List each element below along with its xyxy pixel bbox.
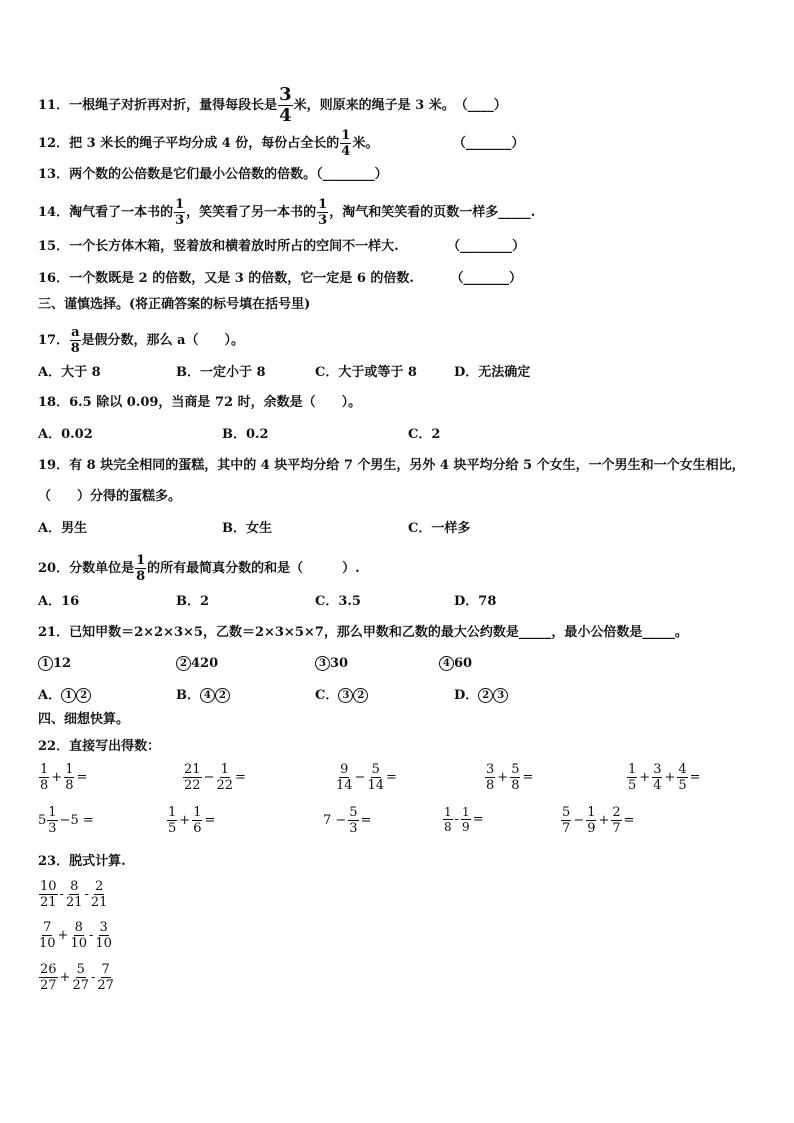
option-b[interactable]: B．2 — [176, 594, 210, 609]
option-a[interactable]: A．大于 8 — [38, 365, 101, 380]
question-19: 19．有 8 块完全相同的蛋糕，其中的 4 块平均分给 7 个男生，另外 4 块平均分给 5 个女生，一个男生和一个女生相比， — [38, 458, 745, 473]
option-a[interactable]: A．0.02 — [38, 427, 93, 442]
section-heading: 三、谨慎选择。(将正确答案的标号填在括号里) — [38, 297, 311, 312]
question-16: 16．一个数既是 2 的倍数，又是 3 的倍数，它一定是 6 的倍数. （_______） — [38, 271, 522, 286]
math-expression: $\frac{1}{8}$ + $\frac{1}{8}$ = — [40, 762, 88, 793]
option-a[interactable]: A． 1 2 — [38, 687, 91, 705]
fraction: $\frac{1}{3}$ — [318, 197, 328, 228]
option-c[interactable]: C．一样多 — [408, 521, 471, 536]
answer-blank[interactable]: （_______） — [450, 271, 522, 286]
fraction: $\frac{1}{8}$ — [136, 553, 146, 584]
question-11: 11．一根绳子对折再对折，量得每段长是 $\frac{3}{4}$ 米，则原来的绳子是 3 米。 （____） — [38, 84, 507, 126]
math-expression: $\frac{26}{27}$ + $\frac{5}{27}$ - $\frac{7}{27}$ — [40, 962, 114, 993]
question-15: 15．一个长方体木箱，竖着放和横着放时所占的空间不一样大. （________） — [38, 239, 526, 254]
math-expression: $\frac{10}{21}$ - $\frac{8}{21}$ - $\frac{2}{21}$ — [40, 879, 108, 910]
math-expression: $\frac{1}{5}$ + $\frac{1}{6}$ = — [168, 805, 216, 836]
option-d[interactable]: D． 2 3 — [454, 687, 508, 705]
option-c[interactable]: C．2 — [408, 427, 441, 442]
math-expression: $\frac{1}{8}$ - $\frac{1}{9}$ = — [444, 805, 484, 834]
question-21: 21．已知甲数＝2×2×3×5，乙数＝2×3×5×7，那么甲数和乙数的最大公约数是_____，最小公倍数是_____。 — [38, 625, 688, 640]
question-23: 23．脱式计算. — [38, 854, 126, 869]
math-expression: 5 $\frac{1}{3}$ −5 = — [38, 805, 94, 836]
choice-4: 4 60 — [439, 655, 472, 673]
option-d[interactable]: D．78 — [454, 594, 497, 609]
question-19-cont: （ ）分得的蛋糕多。 — [38, 489, 182, 504]
circled-number: 2 — [176, 656, 191, 671]
circled-number: 3 — [315, 656, 330, 671]
fraction: $\frac{1}{4}$ — [341, 128, 351, 159]
option-b[interactable]: B．女生 — [222, 521, 272, 536]
math-expression: $\frac{3}{8}$ + $\frac{5}{8}$ = — [486, 762, 534, 793]
answer-blank[interactable]: （_______） — [452, 136, 525, 151]
question-number: 11． — [38, 98, 70, 113]
option-a[interactable]: A．16 — [38, 594, 80, 609]
math-expression: $\frac{7}{10}$ + $\frac{8}{10}$ - $\frac{3}{10}$ — [39, 920, 112, 951]
choice-2: 2 420 — [176, 655, 218, 673]
fraction: $\frac{a}{8}$ — [70, 325, 80, 356]
fraction: $\frac{3}{4}$ — [279, 84, 292, 126]
option-d[interactable]: D．无法确定 — [454, 365, 531, 380]
question-20: 20．分数单位是 $\frac{1}{8}$ 的所有最简真分数的和是（ ）. — [38, 553, 360, 584]
math-expression: $\frac{9}{14}$ − $\frac{5}{14}$ = — [336, 762, 397, 793]
math-expression: $\frac{5}{7}$ − $\frac{1}{9}$ + $\frac{2}{7}$ = — [562, 805, 635, 836]
math-expression: 7 − $\frac{5}{3}$ = — [323, 805, 372, 836]
option-b[interactable]: B．0.2 — [222, 427, 269, 442]
option-c[interactable]: C．大于或等于 8 — [315, 365, 417, 380]
choice-3: 3 30 — [315, 655, 348, 673]
choice-1: 1 12 — [38, 655, 71, 673]
math-expression: $\frac{21}{22}$ − $\frac{1}{22}$ = — [184, 762, 246, 793]
answer-blank[interactable]: （________） — [447, 239, 526, 254]
question-13: 13．两个数的公倍数是它们最小公倍数的倍数。（________） — [38, 167, 388, 182]
circled-number: 1 — [38, 656, 53, 671]
circled-number: 4 — [439, 656, 454, 671]
question-14: 14．淘气看了一本书的 $\frac{1}{3}$ ，笑笑看了另一本书的 $\frac{1}{3}$ ，淘气和笑笑看的页数一样多_____. — [38, 197, 536, 228]
option-b[interactable]: B． 4 2 — [176, 687, 230, 705]
answer-blank[interactable]: （____） — [461, 98, 507, 113]
answer-blank[interactable]: （________） — [316, 167, 388, 182]
section-heading: 四、细想快算。 — [38, 712, 130, 727]
option-c[interactable]: C．3.5 — [315, 594, 361, 609]
option-c[interactable]: C． 3 2 — [315, 687, 368, 705]
option-a[interactable]: A．男生 — [38, 521, 88, 536]
fraction: $\frac{1}{3}$ — [175, 197, 185, 228]
option-b[interactable]: B．一定小于 8 — [176, 365, 266, 380]
math-expression: $\frac{1}{5}$ + $\frac{3}{4}$ + $\frac{4}{5}$ = — [628, 762, 701, 793]
question-17: 17． $\frac{a}{8}$ 是假分数，那么 a（ ）。 — [38, 325, 244, 356]
question-18: 18．6.5 除以 0.09，当商是 72 时，余数是（ ）。 — [38, 395, 362, 410]
question-22: 22．直接写出得数： — [38, 739, 161, 754]
question-12: 12．把 3 米长的绳子平均分成 4 份，每份占全长的 $\frac{1}{4}$ 米。 （_______） — [38, 128, 525, 159]
